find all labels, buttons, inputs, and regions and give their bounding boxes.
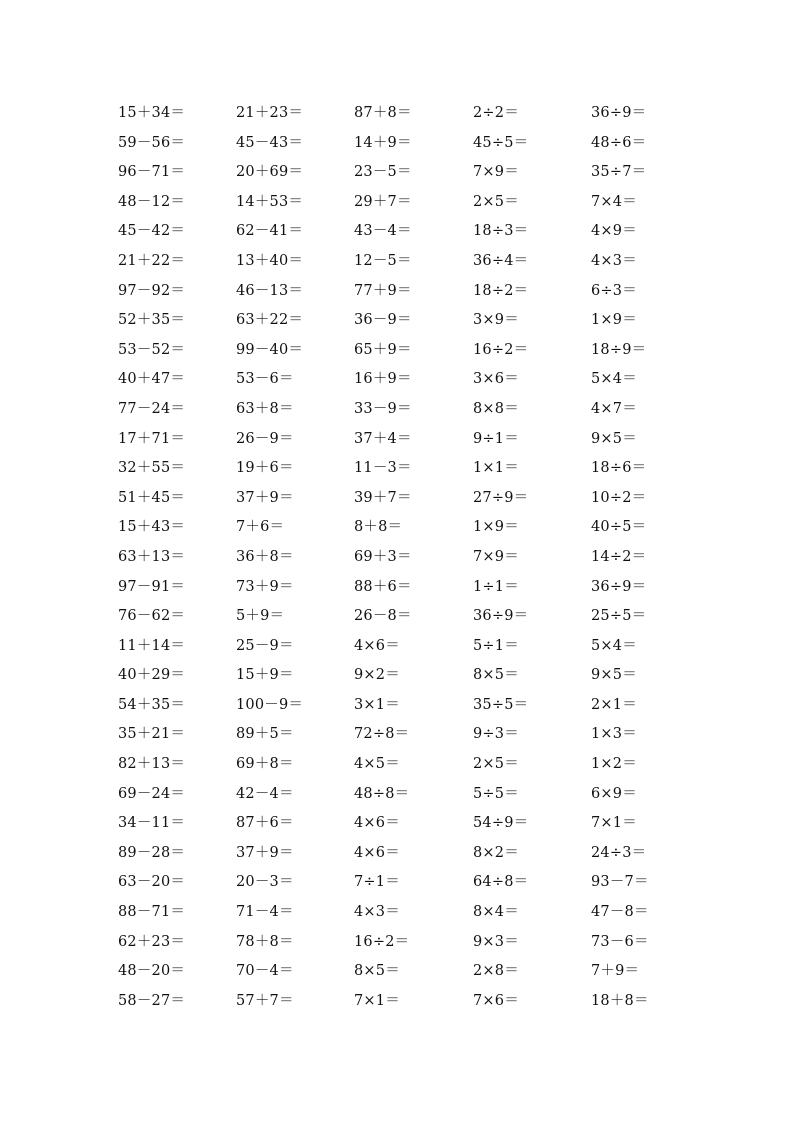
math-problem: 8×8＝ <box>473 400 519 417</box>
math-problem: 26－9＝ <box>236 430 294 447</box>
math-problem: 52＋35＝ <box>118 312 186 329</box>
problem-row <box>118 809 678 839</box>
math-problem: 5＋9＝ <box>236 608 285 625</box>
math-problem: 36＋8＝ <box>236 548 294 565</box>
math-problem: 57＋7＝ <box>236 992 294 1009</box>
problem-row <box>118 484 678 514</box>
math-problem: 93－7＝ <box>591 874 649 891</box>
math-problem: 2×1＝ <box>591 696 637 713</box>
math-problem: 11＋14＝ <box>118 637 186 654</box>
math-problem: 4×9＝ <box>591 223 637 240</box>
math-problem: 70－4＝ <box>236 963 294 980</box>
math-problem: 7×9＝ <box>473 548 519 565</box>
math-problem: 27÷9＝ <box>473 489 529 506</box>
math-problem: 43－4＝ <box>354 223 412 240</box>
problem-row <box>118 780 678 810</box>
math-problem: 14＋9＝ <box>354 134 412 151</box>
problem-row <box>118 217 678 247</box>
math-problem: 87＋6＝ <box>236 815 294 832</box>
math-problem: 36÷4＝ <box>473 252 529 269</box>
problem-row <box>118 247 678 277</box>
math-problem: 62＋23＝ <box>118 933 186 950</box>
math-problem: 18÷2＝ <box>473 282 529 299</box>
math-problem: 2×8＝ <box>473 963 519 980</box>
math-problem: 4×6＝ <box>354 844 400 861</box>
math-problem: 88＋6＝ <box>354 578 412 595</box>
math-problem: 76－62＝ <box>118 608 186 625</box>
math-problem: 5÷5＝ <box>473 785 519 802</box>
math-problem: 7＋9＝ <box>591 963 640 980</box>
math-problem: 97－91＝ <box>118 578 186 595</box>
math-problem: 87＋8＝ <box>354 105 412 121</box>
math-problem: 77－24＝ <box>118 400 186 417</box>
math-problem: 7×6＝ <box>473 992 519 1009</box>
math-problem: 8＋8＝ <box>354 519 403 536</box>
problem-row <box>118 957 678 987</box>
math-problem: 1×9＝ <box>473 519 519 536</box>
math-problem: 39＋7＝ <box>354 489 412 506</box>
math-problem: 2×5＝ <box>473 756 519 773</box>
math-problem: 37＋9＝ <box>236 844 294 861</box>
math-problem: 13＋40＝ <box>236 252 304 269</box>
problem-row <box>118 987 678 1017</box>
math-problem: 16÷2＝ <box>473 341 529 358</box>
math-problem: 2÷2＝ <box>473 105 519 121</box>
math-problem: 63＋13＝ <box>118 548 186 565</box>
math-problem: 6÷3＝ <box>591 282 637 299</box>
math-problem: 18＋8＝ <box>591 992 649 1009</box>
math-problem: 33－9＝ <box>354 400 412 417</box>
math-problem: 36－9＝ <box>354 312 412 329</box>
math-problem: 53－52＝ <box>118 341 186 358</box>
math-problem: 35÷7＝ <box>591 164 647 181</box>
math-problem: 48÷6＝ <box>591 134 647 151</box>
math-problem: 1×1＝ <box>473 460 519 477</box>
math-problem: 40＋47＝ <box>118 371 186 388</box>
math-problem: 7×1＝ <box>354 992 400 1009</box>
problem-row <box>118 661 678 691</box>
math-problem: 20＋69＝ <box>236 164 304 181</box>
problem-row <box>118 454 678 484</box>
math-problem: 65＋9＝ <box>354 341 412 358</box>
math-problem: 48－12＝ <box>118 193 186 210</box>
math-problem: 29＋7＝ <box>354 193 412 210</box>
math-problem: 36÷9＝ <box>591 578 647 595</box>
problem-row <box>118 129 678 159</box>
math-problem: 21＋22＝ <box>118 252 186 269</box>
math-problem: 1×2＝ <box>591 756 637 773</box>
math-problem: 10÷2＝ <box>591 489 647 506</box>
problem-row <box>118 99 678 129</box>
problem-row <box>118 573 678 603</box>
problem-row <box>118 543 678 573</box>
math-problem: 1÷1＝ <box>473 578 519 595</box>
math-problem: 77＋9＝ <box>354 282 412 299</box>
math-problem: 8×4＝ <box>473 904 519 921</box>
math-problem: 9×2＝ <box>354 667 400 684</box>
math-problem: 69＋8＝ <box>236 756 294 773</box>
math-problem: 35＋21＝ <box>118 726 186 743</box>
math-problem: 3×6＝ <box>473 371 519 388</box>
math-problem: 32＋55＝ <box>118 460 186 477</box>
math-problem: 53－6＝ <box>236 371 294 388</box>
math-problem: 63－20＝ <box>118 874 186 891</box>
math-problem: 78＋8＝ <box>236 933 294 950</box>
math-problem: 42－4＝ <box>236 785 294 802</box>
math-problem: 45÷5＝ <box>473 134 529 151</box>
math-problem: 54＋35＝ <box>118 696 186 713</box>
problem-row <box>118 750 678 780</box>
math-problem: 9×5＝ <box>591 430 637 447</box>
problem-row <box>118 898 678 928</box>
math-problem: 48÷8＝ <box>354 785 410 802</box>
math-problem: 6×9＝ <box>591 785 637 802</box>
problem-row <box>118 336 678 366</box>
problem-row <box>118 839 678 869</box>
math-problem: 5×4＝ <box>591 371 637 388</box>
math-problem: 8×5＝ <box>473 667 519 684</box>
math-problem: 4×3＝ <box>591 252 637 269</box>
math-problem: 36÷9＝ <box>591 105 647 121</box>
math-problem: 73＋9＝ <box>236 578 294 595</box>
math-problem: 96－71＝ <box>118 164 186 181</box>
math-problem: 99－40＝ <box>236 341 304 358</box>
math-problem: 5×4＝ <box>591 637 637 654</box>
problem-row <box>118 365 678 395</box>
math-problem: 21＋23＝ <box>236 105 304 121</box>
math-problem: 4×3＝ <box>354 904 400 921</box>
math-problem: 37＋4＝ <box>354 430 412 447</box>
math-problem: 26－8＝ <box>354 608 412 625</box>
math-problem: 58－27＝ <box>118 992 186 1009</box>
math-problem: 9÷3＝ <box>473 726 519 743</box>
math-problem: 7＋6＝ <box>236 519 285 536</box>
math-problem: 40÷5＝ <box>591 519 647 536</box>
math-problem: 4×6＝ <box>354 815 400 832</box>
math-problem: 15＋9＝ <box>236 667 294 684</box>
math-problem: 9×3＝ <box>473 933 519 950</box>
math-problem: 8×5＝ <box>354 963 400 980</box>
math-problem: 89－28＝ <box>118 844 186 861</box>
problem-row <box>118 691 678 721</box>
math-problem: 7×9＝ <box>473 164 519 181</box>
math-problem: 8×2＝ <box>473 844 519 861</box>
math-problem: 16＋9＝ <box>354 371 412 388</box>
math-problem: 45－42＝ <box>118 223 186 240</box>
problem-row <box>118 188 678 218</box>
math-problem: 1×3＝ <box>591 726 637 743</box>
math-problem: 69－24＝ <box>118 785 186 802</box>
math-problem: 45－43＝ <box>236 134 304 151</box>
math-problem: 73－6＝ <box>591 933 649 950</box>
math-problem: 4×7＝ <box>591 400 637 417</box>
math-problem: 18÷6＝ <box>591 460 647 477</box>
math-problem: 24÷3＝ <box>591 844 647 861</box>
problem-row <box>118 306 678 336</box>
problem-row <box>118 632 678 662</box>
math-problem: 48－20＝ <box>118 963 186 980</box>
math-problem: 89＋5＝ <box>236 726 294 743</box>
problem-row <box>118 425 678 455</box>
math-problem: 62－41＝ <box>236 223 304 240</box>
math-problem: 1×9＝ <box>591 312 637 329</box>
math-problem: 63＋22＝ <box>236 312 304 329</box>
math-problem: 35÷5＝ <box>473 696 529 713</box>
math-problem: 4×6＝ <box>354 637 400 654</box>
math-problem: 37＋9＝ <box>236 489 294 506</box>
math-problem: 7×4＝ <box>591 193 637 210</box>
problem-row <box>118 395 678 425</box>
arithmetic-problem-grid <box>118 99 678 1016</box>
math-problem: 46－13＝ <box>236 282 304 299</box>
problem-row <box>118 868 678 898</box>
math-problem: 34－11＝ <box>118 815 186 832</box>
problem-row <box>118 602 678 632</box>
math-problem: 18÷9＝ <box>591 341 647 358</box>
math-problem: 9÷1＝ <box>473 430 519 447</box>
math-problem: 63＋8＝ <box>236 400 294 417</box>
math-problem: 4×5＝ <box>354 756 400 773</box>
math-problem: 51＋45＝ <box>118 489 186 506</box>
math-problem: 88－71＝ <box>118 904 186 921</box>
math-problem: 23－5＝ <box>354 164 412 181</box>
math-problem: 72÷8＝ <box>354 726 410 743</box>
problem-row <box>118 928 678 958</box>
math-problem: 25÷5＝ <box>591 608 647 625</box>
math-problem: 25－9＝ <box>236 637 294 654</box>
math-problem: 3×1＝ <box>354 696 400 713</box>
math-problem: 64÷8＝ <box>473 874 529 891</box>
problem-row <box>118 720 678 750</box>
math-problem: 7÷1＝ <box>354 874 400 891</box>
math-problem: 20－3＝ <box>236 874 294 891</box>
math-problem: 15＋34＝ <box>118 105 186 121</box>
math-problem: 15＋43＝ <box>118 519 186 536</box>
math-problem: 3×9＝ <box>473 312 519 329</box>
problem-row <box>118 277 678 307</box>
math-problem: 18÷3＝ <box>473 223 529 240</box>
math-problem: 19＋6＝ <box>236 460 294 477</box>
math-problem: 47－8＝ <box>591 904 649 921</box>
math-problem: 2×5＝ <box>473 193 519 210</box>
problem-row <box>118 158 678 188</box>
math-problem: 5÷1＝ <box>473 637 519 654</box>
math-problem: 40＋29＝ <box>118 667 186 684</box>
math-problem: 17＋71＝ <box>118 430 186 447</box>
math-problem: 36÷9＝ <box>473 608 529 625</box>
math-problem: 97－92＝ <box>118 282 186 299</box>
math-problem: 14＋53＝ <box>236 193 304 210</box>
math-problem: 59－56＝ <box>118 134 186 151</box>
math-problem: 69＋3＝ <box>354 548 412 565</box>
math-problem: 12－5＝ <box>354 252 412 269</box>
math-problem: 11－3＝ <box>354 460 412 477</box>
math-problem: 54÷9＝ <box>473 815 529 832</box>
math-problem: 82＋13＝ <box>118 756 186 773</box>
math-problem: 100－9＝ <box>236 696 304 713</box>
problem-row <box>118 513 678 543</box>
math-problem: 71－4＝ <box>236 904 294 921</box>
math-problem: 9×5＝ <box>591 667 637 684</box>
math-problem: 7×1＝ <box>591 815 637 832</box>
math-problem: 16÷2＝ <box>354 933 410 950</box>
math-problem: 14÷2＝ <box>591 548 647 565</box>
